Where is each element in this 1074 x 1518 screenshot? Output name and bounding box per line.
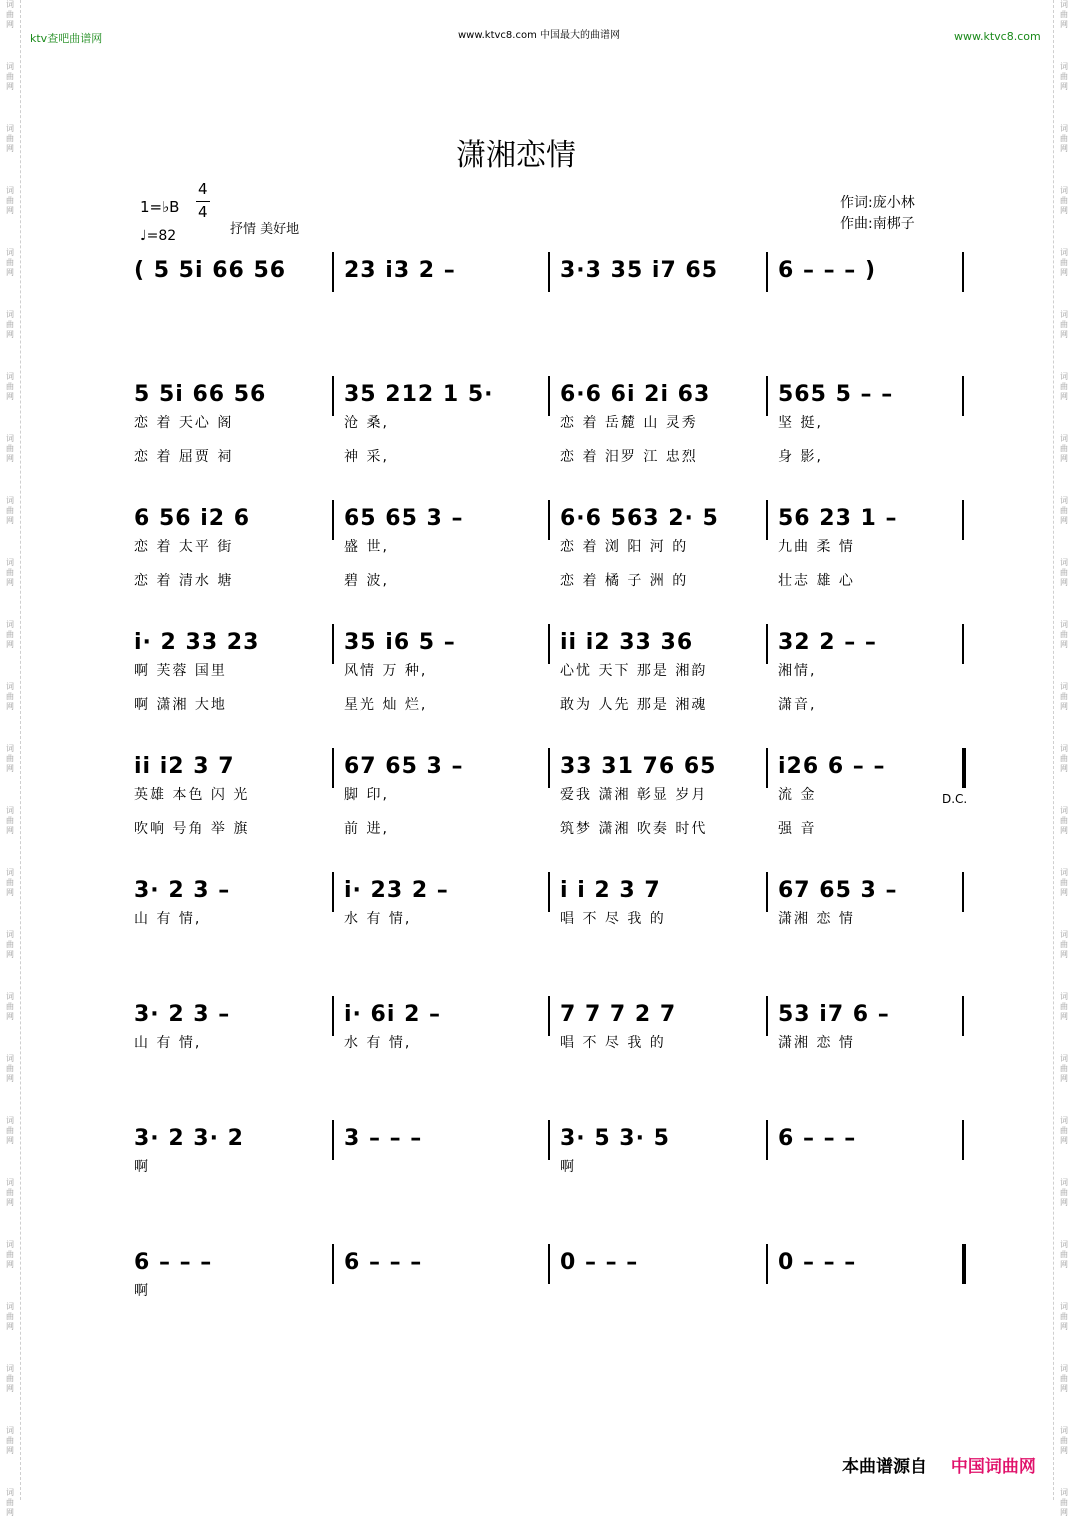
bar-line	[332, 872, 334, 912]
footer-source	[842, 1452, 1036, 1477]
lyric-segment: 九曲 柔 情	[778, 539, 855, 555]
side-watermark: 词 曲 网	[6, 310, 14, 339]
side-watermark: 词 曲 网	[1060, 496, 1068, 525]
side-watermark: 词 曲 网	[1060, 1240, 1068, 1269]
side-watermark: 词 曲 网	[1060, 930, 1068, 959]
measure-notes: 7 7 7 2 7	[560, 1002, 677, 1027]
measure-notes: 32 2 – –	[778, 630, 877, 655]
lyric-segment: 吹响 号角 举 旗	[134, 821, 250, 837]
header-center-site: www.ktvc8.com 中国最大的曲谱网	[458, 30, 621, 41]
bar-line	[548, 872, 550, 912]
measure-notes: 6 – – –	[778, 1126, 857, 1151]
measure-notes: 65 65 3 –	[344, 506, 464, 531]
side-watermark: 词 曲 网	[1060, 1116, 1068, 1145]
bar-line	[332, 500, 334, 540]
lyric-segment: 流 金	[778, 787, 817, 803]
lyric-segment: 唱 不 尽 我 的	[560, 1035, 666, 1051]
lyric-segment: 心忧 天下 那是 湘韵	[560, 663, 708, 679]
bar-line	[962, 376, 964, 416]
measure-notes: 6·6 6i 2i 63	[560, 382, 711, 407]
bar-line	[766, 500, 768, 540]
header-right-site: www.ktvc8.com	[954, 30, 1041, 43]
double-bar-line	[962, 748, 966, 788]
bar-line	[766, 376, 768, 416]
side-watermark: 词 曲 网	[6, 682, 14, 711]
lyric-segment: 身 影,	[778, 449, 823, 465]
side-watermark: 词 曲 网	[6, 868, 14, 897]
lyric-segment: 潇湘 恋 情	[778, 911, 855, 927]
lyric-segment: 脚 印,	[344, 787, 389, 803]
lyric-segment: 坚 挺,	[778, 415, 823, 431]
side-watermark: 词 曲 网	[6, 1178, 14, 1207]
bar-line	[766, 996, 768, 1036]
lyricist: 作词:庞小林	[840, 195, 915, 211]
lyric-segment: 啊 潇湘 大地	[134, 697, 227, 713]
footer-label: 本曲谱源自	[842, 1457, 927, 1477]
side-watermark: 词 曲 网	[1060, 62, 1068, 91]
side-watermark: 词 曲 网	[6, 372, 14, 401]
lyric-segment: 筑梦 潇湘 吹奏 时代	[560, 821, 708, 837]
lyric-segment: 恋 着 橘 子 洲 的	[560, 573, 689, 589]
side-watermark: 词 曲 网	[1060, 682, 1068, 711]
bar-line	[962, 996, 964, 1036]
measure-notes: 3 – – –	[344, 1126, 423, 1151]
lyric-segment: 恋 着 太平 街	[134, 539, 234, 555]
measure-notes: i26 6 – –	[778, 754, 886, 779]
tempo-mark: ♩=82	[140, 228, 177, 244]
side-watermark: 词 曲 网	[1060, 806, 1068, 835]
lyric-segment: 星光 灿 烂,	[344, 697, 428, 713]
measure-notes: 565 5 – –	[778, 382, 894, 407]
side-watermark: 词 曲 网	[1060, 310, 1068, 339]
lyric-segment: 盛 世,	[344, 539, 389, 555]
measure-notes: i i 2 3 7	[560, 878, 661, 903]
side-watermark: 词 曲 网	[1060, 1054, 1068, 1083]
lyric-segment: 潇音,	[778, 697, 817, 713]
side-watermark: 词 曲 网	[1060, 558, 1068, 587]
side-watermark: 词 曲 网	[6, 992, 14, 1021]
measure-notes: 6·6 563 2· 5	[560, 506, 719, 531]
key-signature: 1=♭B	[140, 198, 180, 216]
side-watermark: 词 曲 网	[6, 620, 14, 649]
bar-line	[962, 1120, 964, 1160]
side-watermark: 词 曲 网	[1060, 124, 1068, 153]
lyric-segment: 湘情,	[778, 663, 817, 679]
measure-notes: 67 65 3 –	[344, 754, 464, 779]
bar-line	[332, 376, 334, 416]
side-watermark: 词 曲 网	[6, 744, 14, 773]
lyric-segment: 水 有 情,	[344, 1035, 412, 1051]
lyric-segment: 唱 不 尽 我 的	[560, 911, 666, 927]
measure-notes: 5 5i 66 56	[134, 382, 267, 407]
measure-notes: i· 2 33 23	[134, 630, 260, 655]
bar-line	[962, 500, 964, 540]
bar-line	[766, 1244, 768, 1284]
time-signature-bottom: 4	[198, 203, 208, 221]
song-title: 潇湘恋情	[456, 138, 576, 173]
lyric-segment: 山 有 情,	[134, 1035, 202, 1051]
side-watermark: 词 曲 网	[6, 1054, 14, 1083]
time-signature-top: 4	[198, 180, 208, 198]
lyric-segment: 啊	[560, 1159, 576, 1175]
measure-notes: 35 i6 5 –	[344, 630, 456, 655]
bar-line	[332, 996, 334, 1036]
lyric-segment: 恋 着 天心 阁	[134, 415, 234, 431]
bar-line	[766, 872, 768, 912]
side-watermark: 词 曲 网	[1060, 992, 1068, 1021]
side-watermark: 词 曲 网	[6, 124, 14, 153]
lyric-segment: 爱我 潇湘 彰显 岁月	[560, 787, 708, 803]
measure-notes: ii i2 3 7	[134, 754, 235, 779]
lyric-segment: 恋 着 汨罗 江 忠烈	[560, 449, 698, 465]
side-watermark: 词 曲 网	[1060, 434, 1068, 463]
measure-notes: 0 – – –	[778, 1250, 857, 1275]
lyric-segment: 碧 波,	[344, 573, 389, 589]
bar-line	[332, 748, 334, 788]
side-watermark: 词 曲 网	[6, 434, 14, 463]
lyric-segment: 英雄 本色 闪 光	[134, 787, 250, 803]
footer-site: 中国词曲网	[950, 1457, 1036, 1477]
lyric-segment: 恋 着 浏 阳 河 的	[560, 539, 689, 555]
side-watermark: 词 曲 网	[1060, 372, 1068, 401]
bar-line	[766, 252, 768, 292]
side-watermark: 词 曲 网	[6, 806, 14, 835]
lyric-segment: 风情 万 种,	[344, 663, 428, 679]
bar-line	[332, 624, 334, 664]
expression-mark: 抒情 美好地	[230, 222, 300, 237]
lyric-segment: 神 采,	[344, 449, 389, 465]
bar-line	[548, 748, 550, 788]
side-watermark: 词 曲 网	[6, 1426, 14, 1455]
side-watermark: 词 曲 网	[1060, 744, 1068, 773]
bar-line	[766, 748, 768, 788]
side-watermark: 词 曲 网	[6, 1364, 14, 1393]
side-watermark: 词 曲 网	[1060, 186, 1068, 215]
side-watermark: 词 曲 网	[6, 1488, 14, 1517]
lyric-segment: 恋 着 清水 塘	[134, 573, 234, 589]
bar-line	[548, 624, 550, 664]
side-watermark: 词 曲 网	[1060, 1488, 1068, 1517]
bar-line	[548, 376, 550, 416]
lyric-segment: 水 有 情,	[344, 911, 412, 927]
measure-notes: 67 65 3 –	[778, 878, 898, 903]
measure-notes: 35 212 1 5·	[344, 382, 494, 407]
lyric-segment: 壮志 雄 心	[778, 573, 855, 589]
side-watermark: 词 曲 网	[1060, 248, 1068, 277]
bar-line	[548, 1120, 550, 1160]
lyric-segment: 沧 桑,	[344, 415, 389, 431]
bar-line	[548, 252, 550, 292]
side-watermark: 词 曲 网	[6, 248, 14, 277]
double-bar-line	[962, 1244, 966, 1284]
bar-line	[962, 624, 964, 664]
lyric-segment: 恋 着 屈贾 祠	[134, 449, 234, 465]
lyric-segment: 啊	[134, 1283, 150, 1299]
bar-line	[766, 624, 768, 664]
bar-line	[548, 500, 550, 540]
lyric-segment: 山 有 情,	[134, 911, 202, 927]
side-watermark: 词 曲 网	[6, 930, 14, 959]
measure-notes: ( 5 5i 66 56	[134, 258, 287, 283]
side-watermark: 词 曲 网	[1060, 1364, 1068, 1393]
side-watermark: 词 曲 网	[1060, 0, 1068, 29]
measure-notes: 3· 2 3 –	[134, 1002, 231, 1027]
side-watermark: 词 曲 网	[6, 1116, 14, 1145]
measure-notes: 0 – – –	[560, 1250, 639, 1275]
time-signature-line	[196, 201, 210, 202]
composer: 作曲:南梆子	[840, 216, 915, 232]
side-watermark: 词 曲 网	[1060, 868, 1068, 897]
measure-notes: 3·3 35 i7 65	[560, 258, 719, 283]
header-left-site: ktv查吧曲谱网	[30, 32, 103, 45]
measure-notes: 6 – – –	[134, 1250, 213, 1275]
bar-line	[548, 1244, 550, 1284]
bar-line	[332, 1120, 334, 1160]
side-watermark: 词 曲 网	[6, 558, 14, 587]
measure-notes: 6 – – –	[344, 1250, 423, 1275]
side-watermark: 词 曲 网	[1060, 620, 1068, 649]
measure-notes: 53 i7 6 –	[778, 1002, 890, 1027]
side-watermark: 词 曲 网	[1060, 1426, 1068, 1455]
side-watermark: 词 曲 网	[6, 496, 14, 525]
measure-notes: i· 6i 2 –	[344, 1002, 442, 1027]
lyric-segment: 啊 芙蓉 国里	[134, 663, 227, 679]
side-watermark: 词 曲 网	[6, 1240, 14, 1269]
measure-notes: 33 31 76 65	[560, 754, 717, 779]
lyric-segment: 敢为 人先 那是 湘魂	[560, 697, 708, 713]
measure-notes: 3· 2 3· 2	[134, 1126, 244, 1151]
measure-notes: 6 – – – )	[778, 258, 876, 283]
bar-line	[332, 1244, 334, 1284]
measure-notes: 56 23 1 –	[778, 506, 898, 531]
da-capo-mark: D.C.	[942, 792, 968, 806]
bar-line	[962, 872, 964, 912]
measure-notes: 3· 5 3· 5	[560, 1126, 670, 1151]
side-watermark: 词 曲 网	[6, 1302, 14, 1331]
side-watermark: 词 曲 网	[6, 62, 14, 91]
bar-line	[766, 1120, 768, 1160]
lyric-segment: 前 进,	[344, 821, 389, 837]
side-watermark: 词 曲 网	[1060, 1178, 1068, 1207]
lyric-segment: 恋 着 岳麓 山 灵秀	[560, 415, 698, 431]
side-watermark: 词 曲 网	[6, 186, 14, 215]
measure-notes: ii i2 33 36	[560, 630, 694, 655]
measure-notes: 23 i3 2 –	[344, 258, 456, 283]
measure-notes: i· 23 2 –	[344, 878, 449, 903]
measure-notes: 6 56 i2 6	[134, 506, 251, 531]
lyric-segment: 啊	[134, 1159, 150, 1175]
lyric-segment: 强 音	[778, 821, 817, 837]
bar-line	[548, 996, 550, 1036]
bar-line	[962, 252, 964, 292]
side-watermark: 词 曲 网	[1060, 1302, 1068, 1331]
measure-notes: 3· 2 3 –	[134, 878, 231, 903]
lyric-segment: 潇湘 恋 情	[778, 1035, 855, 1051]
side-watermark: 词 曲 网	[6, 0, 14, 29]
bar-line	[332, 252, 334, 292]
